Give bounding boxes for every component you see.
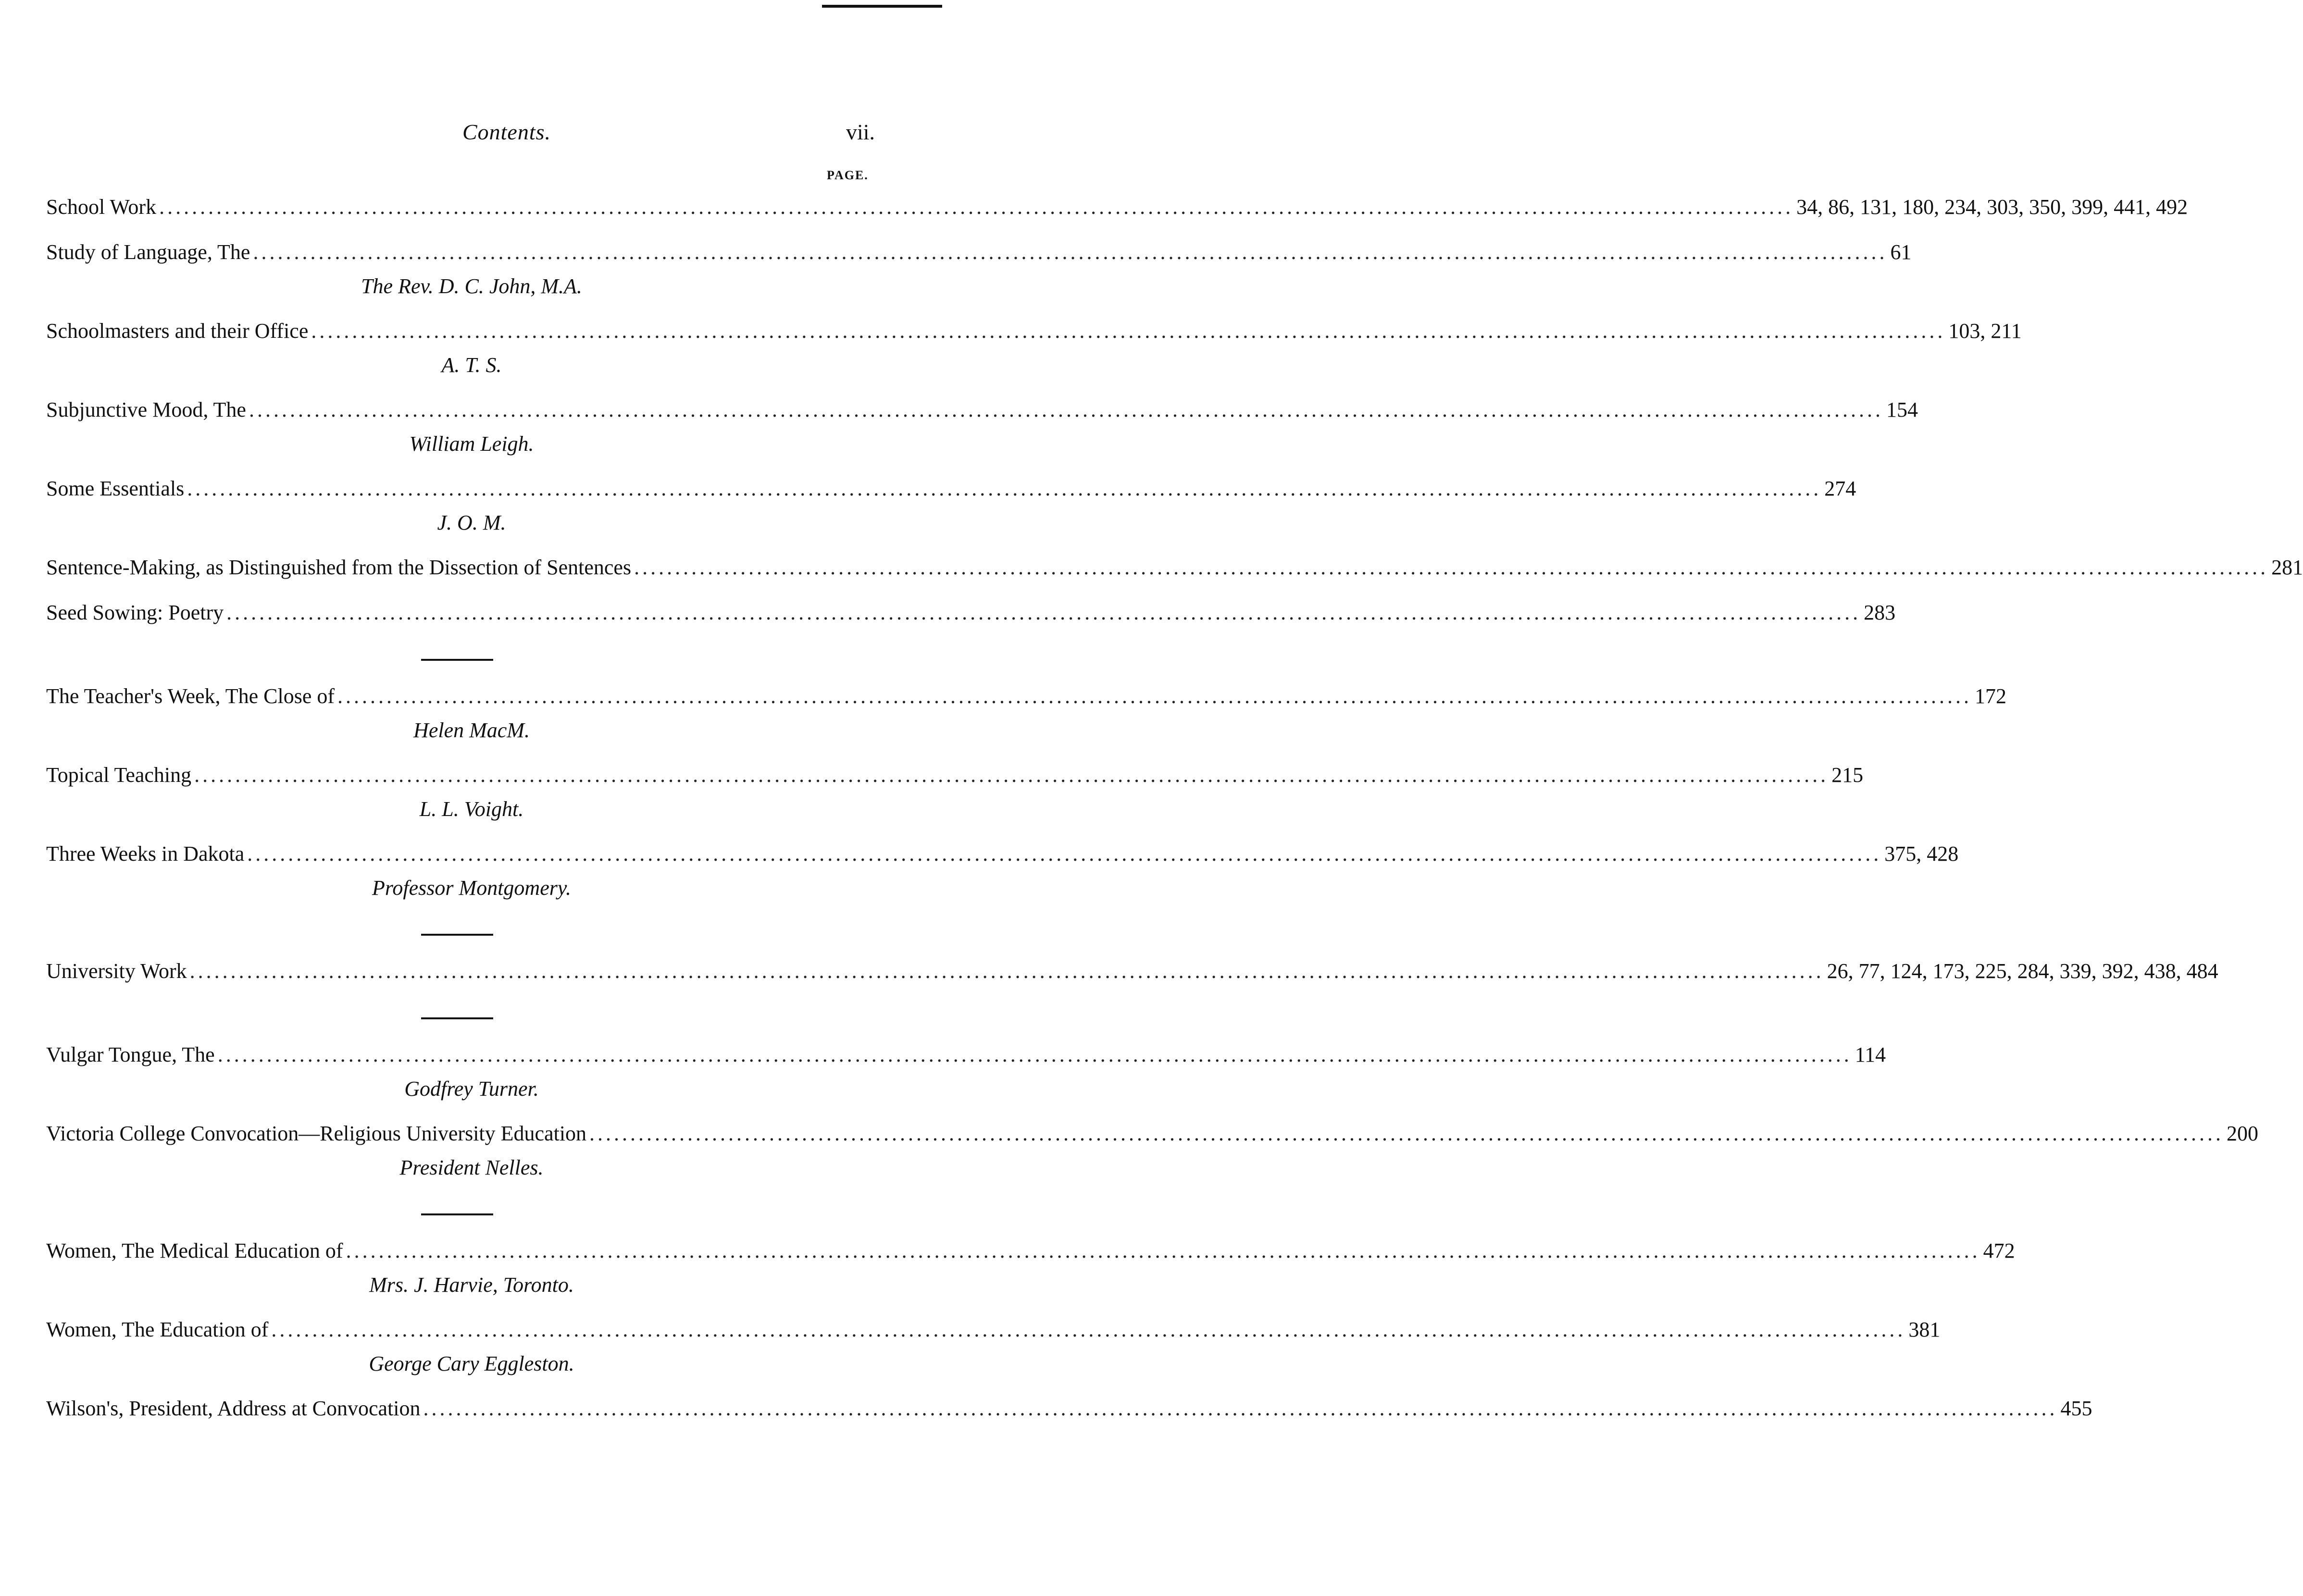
entry-pages: 381 <box>1908 1318 1941 1341</box>
toc-entry <box>46 1038 1886 1072</box>
entry-title: University Work <box>46 959 187 983</box>
entry-author: A. T. S. <box>441 353 502 377</box>
table-of-contents <box>46 190 2303 1436</box>
entry-author: J. O. M. <box>437 511 506 534</box>
dot-leader: ........................................................................................................................................................................................................ <box>226 601 1861 624</box>
entry-pages: 274 <box>1824 477 1856 500</box>
dot-leader: ........................................................................................................................................................................................................ <box>159 195 1794 219</box>
entry-title: Topical Teaching <box>46 763 192 787</box>
section-divider <box>421 1213 493 1215</box>
entry-author: Helen MacM. <box>413 718 530 742</box>
entry-pages: 154 <box>1886 398 1918 421</box>
entry-title: Women, The Education of <box>46 1318 269 1341</box>
toc-entry <box>46 758 1864 792</box>
entry-pages: 472 <box>1983 1239 2015 1262</box>
toc-entry <box>46 1116 2259 1151</box>
toc-entry <box>46 954 2218 989</box>
toc-entry <box>46 595 1896 630</box>
toc-entry <box>46 550 2303 585</box>
dot-leader: ........................................................................................................................................................................................................ <box>311 319 1946 343</box>
entry-author: Mrs. J. Harvie, Toronto. <box>369 1273 574 1297</box>
dot-leader: ........................................................................................................................................................................................................ <box>271 1318 1906 1341</box>
entry-pages: 103, 211 <box>1948 319 2022 343</box>
dot-leader: ........................................................................................................................................................................................................ <box>249 398 1883 421</box>
running-title: Contents. <box>462 120 551 144</box>
toc-entry <box>46 190 2188 224</box>
entry-title: Some Essentials <box>46 477 185 500</box>
entry-pages: 283 <box>1864 601 1896 624</box>
section-divider <box>421 934 493 936</box>
entry-pages: 455 <box>2060 1397 2092 1420</box>
toc-entry <box>46 393 1918 427</box>
section-divider <box>421 659 493 661</box>
entry-pages: 114 <box>1855 1043 1886 1066</box>
entry-author: The Rev. D. C. John, M.A. <box>361 274 582 298</box>
entry-pages: 61 <box>1890 240 1912 264</box>
entry-pages: 26, 77, 124, 173, 225, 284, 339, 392, 438, 484 <box>1827 959 2218 983</box>
dot-leader: ........................................................................................................................................................................................................ <box>634 556 2269 579</box>
entry-title: Study of Language, The <box>46 240 250 264</box>
entry-title: Subjunctive Mood, The <box>46 398 246 421</box>
entry-author: Professor Montgomery. <box>372 876 571 900</box>
dot-leader: ........................................................................................................................................................................................................ <box>194 763 1829 787</box>
entry-title: Women, The Medical Education of <box>46 1239 343 1262</box>
toc-entry <box>46 235 1912 270</box>
entry-author: George Cary Eggleston. <box>369 1352 574 1375</box>
entry-title: Vulgar Tongue, The <box>46 1043 215 1066</box>
entry-pages: 215 <box>1831 763 1864 787</box>
entry-author: President Nelles. <box>399 1156 544 1179</box>
top-edge-rule <box>822 5 942 8</box>
toc-entry <box>46 314 2022 348</box>
entry-title: Victoria College Convocation—Religious University Education <box>46 1122 587 1145</box>
entry-title: Sentence-Making, as Distinguished from the Dissection of Sentences <box>46 556 632 579</box>
dot-leader: ........................................................................................................................................................................................................ <box>187 477 1822 500</box>
toc-entry <box>46 837 1959 871</box>
entry-title: Wilson's, President, Address at Convocation <box>46 1397 421 1420</box>
toc-entry <box>46 1234 2015 1268</box>
entry-author: William Leigh. <box>409 432 534 456</box>
toc-entry <box>46 679 2006 714</box>
entry-author: L. L. Voight. <box>419 797 524 821</box>
entry-pages: 375, 428 <box>1884 842 1959 866</box>
toc-entry <box>46 1312 1941 1347</box>
dot-leader: ........................................................................................................................................................................................................ <box>589 1122 2224 1145</box>
page-column-label: PAGE. <box>827 168 869 182</box>
entry-pages: 281 <box>2271 556 2303 579</box>
dot-leader: ........................................................................................................................................................................................................ <box>247 842 1882 866</box>
entry-pages: 172 <box>1975 684 2006 708</box>
entry-pages: 34, 86, 131, 180, 234, 303, 350, 399, 441, 492 <box>1796 195 2188 219</box>
dot-leader: ........................................................................................................................................................................................................ <box>217 1043 1852 1066</box>
dot-leader: ........................................................................................................................................................................................................ <box>423 1397 2058 1420</box>
dot-leader: ........................................................................................................................................................................................................ <box>346 1239 1980 1262</box>
toc-entry <box>46 1391 2092 1426</box>
entry-pages: 200 <box>2227 1122 2259 1145</box>
entry-title: The Teacher's Week, The Close of <box>46 684 335 708</box>
entry-author: Godfrey Turner. <box>404 1077 539 1101</box>
entry-title: Seed Sowing: Poetry <box>46 601 224 624</box>
dot-leader: ........................................................................................................................................................................................................ <box>189 959 1824 983</box>
toc-entry <box>46 471 1856 506</box>
page-number: vii. <box>846 120 875 144</box>
entry-title: Schoolmasters and their Office <box>46 319 309 343</box>
dot-leader: ........................................................................................................................................................................................................ <box>337 684 1972 708</box>
running-head <box>0 119 1013 153</box>
entry-title: Three Weeks in Dakota <box>46 842 245 866</box>
entry-title: School Work <box>46 195 157 219</box>
dot-leader: ........................................................................................................................................................................................................ <box>253 240 1888 264</box>
section-divider <box>421 1017 493 1019</box>
